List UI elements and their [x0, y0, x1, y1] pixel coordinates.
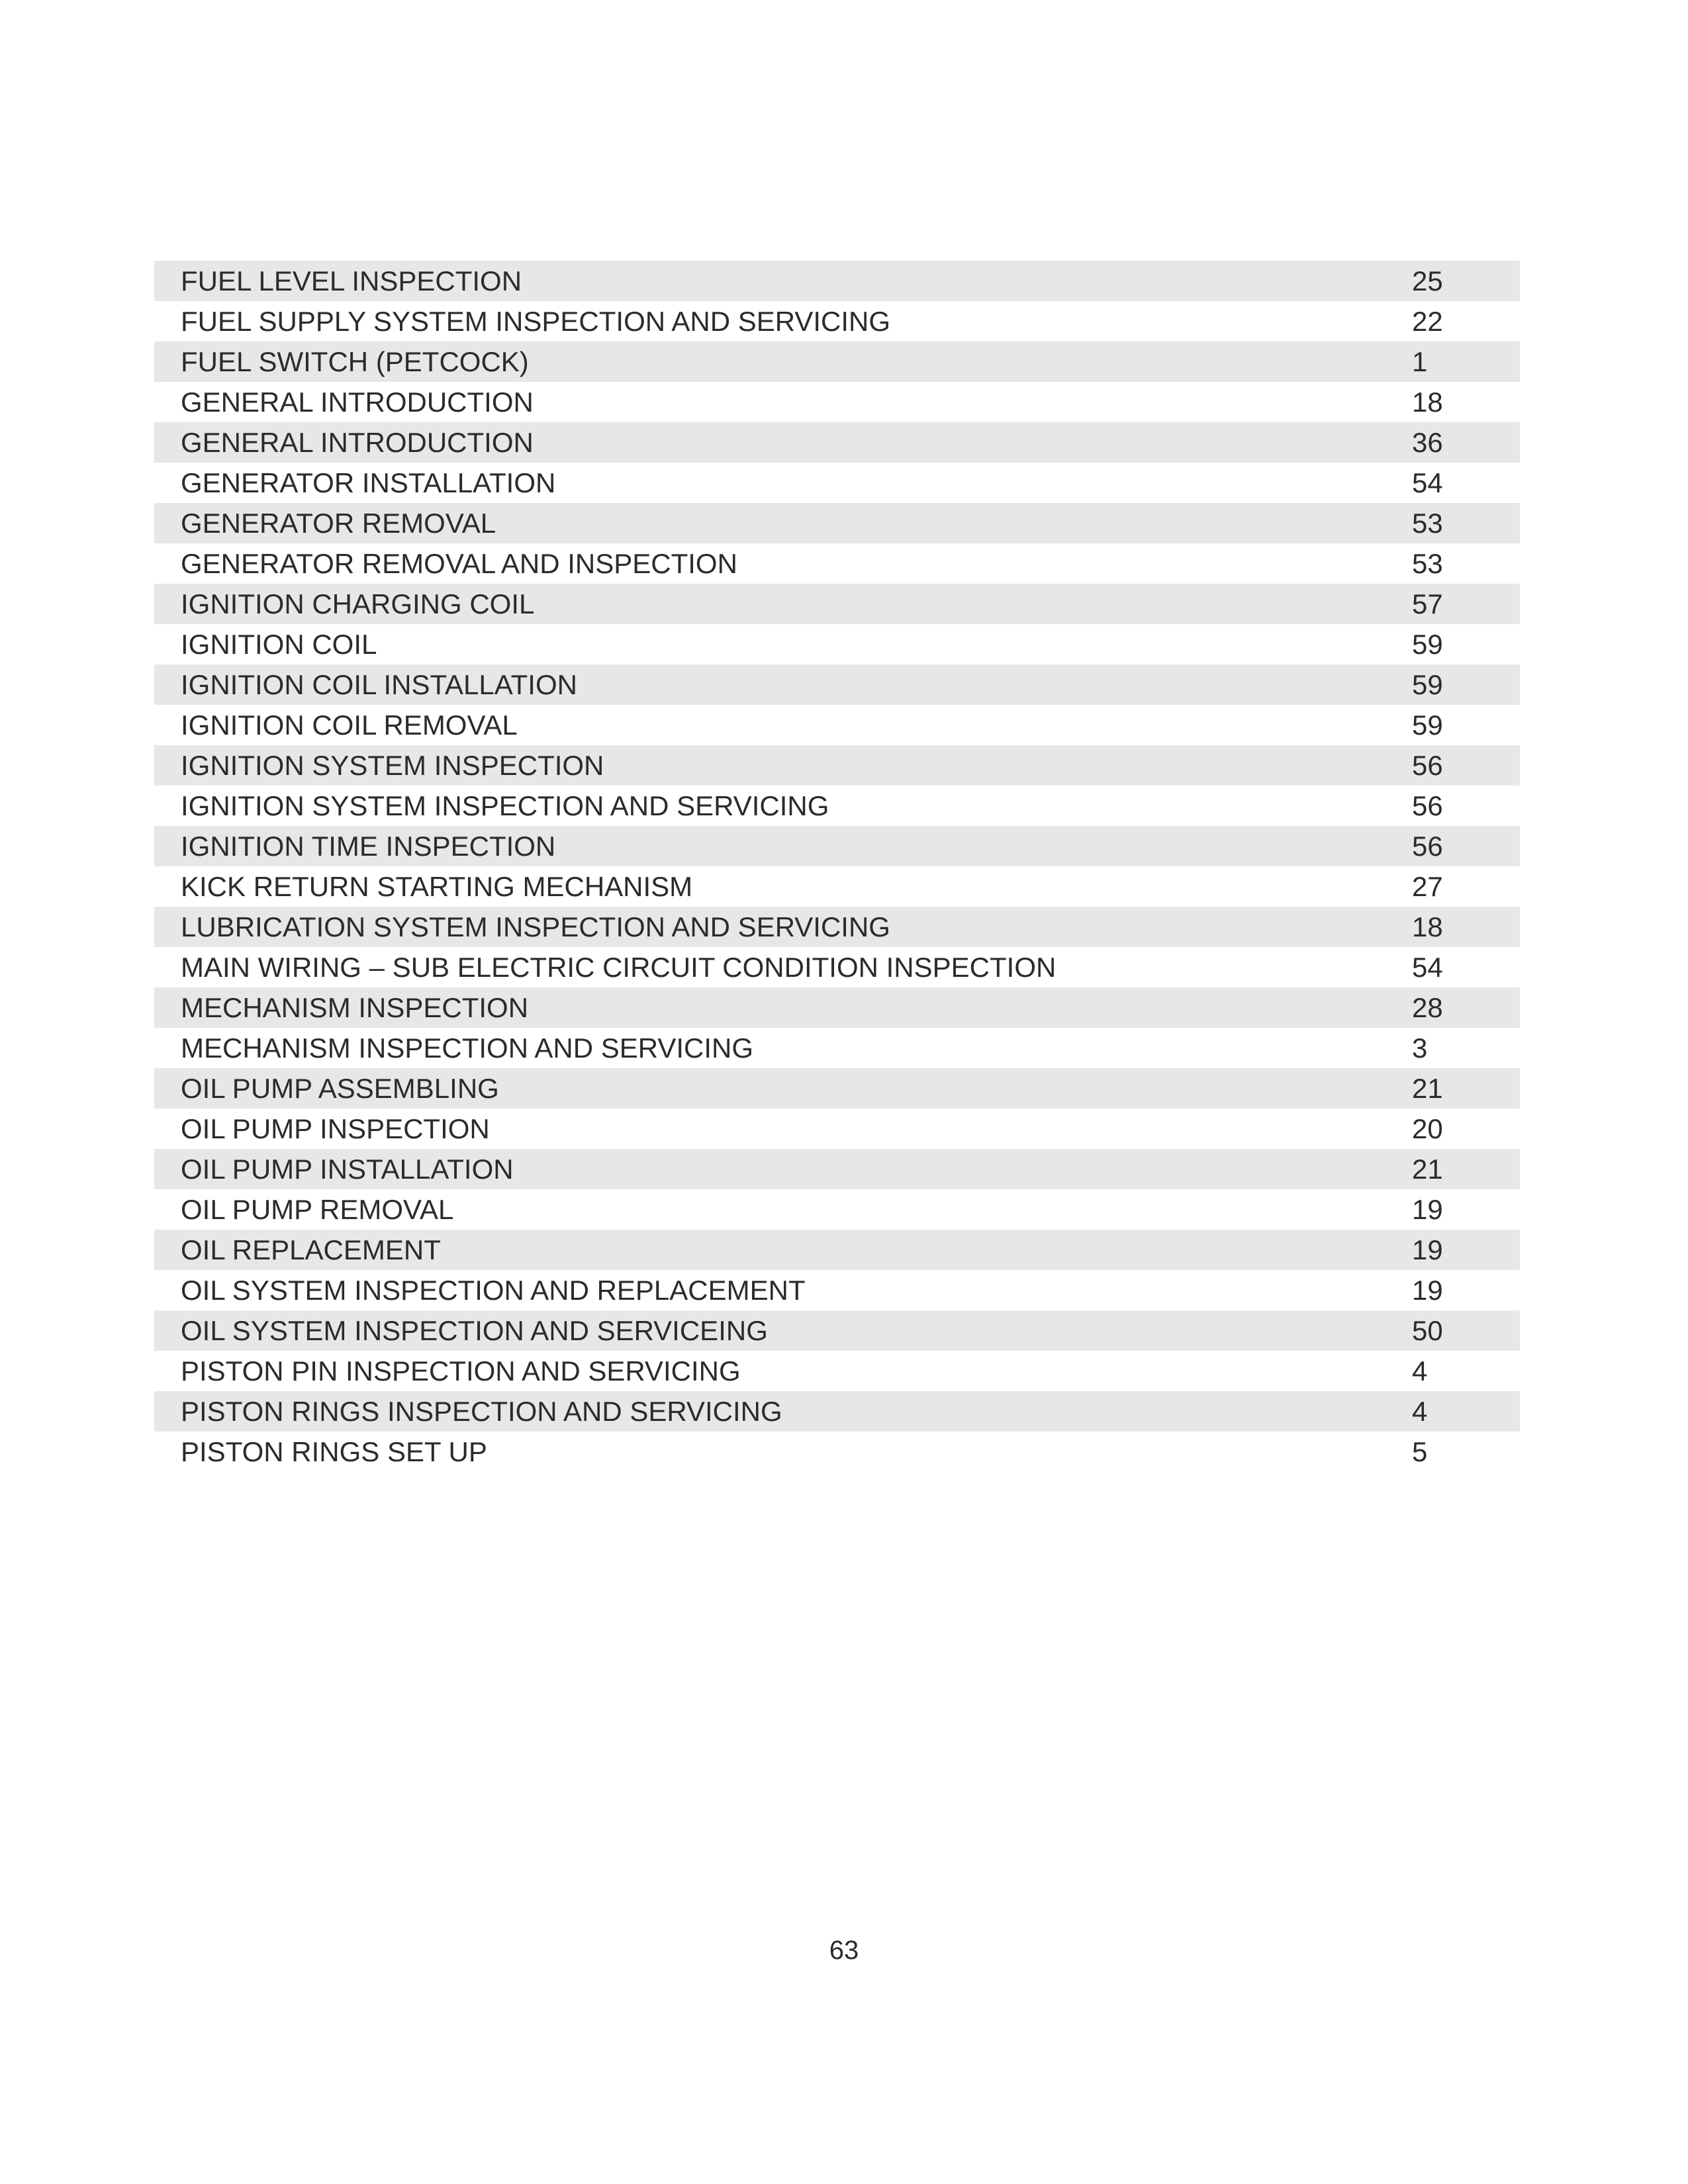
entry-page: 56: [1412, 750, 1443, 781]
entry-title: PISTON RINGS INSPECTION AND SERVICING: [181, 1396, 782, 1427]
entry-title: OIL REPLACEMENT: [181, 1234, 441, 1265]
entry-page: 53: [1412, 508, 1443, 539]
entry-title: LUBRICATION SYSTEM INSPECTION AND SERVICING: [181, 911, 890, 942]
entry-page: 36: [1412, 427, 1443, 458]
entry-title: IGNITION SYSTEM INSPECTION: [181, 750, 604, 781]
index-row: [154, 301, 1520, 341]
index-row: [154, 866, 1520, 907]
entry-page: 21: [1412, 1154, 1443, 1185]
index-row: [154, 261, 1520, 301]
entry-page: 50: [1412, 1315, 1443, 1346]
entry-page: 54: [1412, 952, 1443, 983]
entry-title: MECHANISM INSPECTION: [181, 992, 529, 1023]
index-row: [154, 382, 1520, 422]
index-row: [154, 1068, 1520, 1109]
entry-page: 1: [1412, 346, 1428, 377]
index-row: [154, 341, 1520, 382]
index-row: [154, 826, 1520, 866]
entry-title: FUEL SWITCH (PETCOCK): [181, 346, 529, 377]
index-row: [154, 422, 1520, 463]
entry-page: 19: [1412, 1234, 1443, 1265]
entry-title: GENERATOR INSTALLATION: [181, 467, 556, 498]
index-row: [154, 745, 1520, 786]
entry-title: IGNITION COIL: [181, 629, 377, 660]
entry-page: 25: [1412, 265, 1443, 296]
entry-title: OIL PUMP INSPECTION: [181, 1113, 490, 1144]
entry-page: 59: [1412, 709, 1443, 741]
entry-page: 19: [1412, 1275, 1443, 1306]
entry-title: KICK RETURN STARTING MECHANISM: [181, 871, 693, 902]
entry-page: 4: [1412, 1355, 1428, 1387]
entry-title: OIL SYSTEM INSPECTION AND REPLACEMENT: [181, 1275, 806, 1306]
entry-page: 21: [1412, 1073, 1443, 1104]
index-row: [154, 907, 1520, 947]
entry-page: 56: [1412, 831, 1443, 862]
index-row: [154, 1270, 1520, 1310]
index-row: [154, 1432, 1520, 1472]
entry-title: PISTON RINGS SET UP: [181, 1436, 487, 1467]
entry-page: 20: [1412, 1113, 1443, 1144]
entry-title: FUEL LEVEL INSPECTION: [181, 265, 522, 296]
index-row: [154, 705, 1520, 745]
index-row: [154, 543, 1520, 584]
entry-title: OIL PUMP ASSEMBLING: [181, 1073, 499, 1104]
entry-page: 59: [1412, 669, 1443, 700]
entry-page: 4: [1412, 1396, 1428, 1427]
entry-page: 18: [1412, 911, 1443, 942]
entry-page: 53: [1412, 548, 1443, 579]
entry-page: 19: [1412, 1194, 1443, 1225]
entry-title: OIL PUMP REMOVAL: [181, 1194, 454, 1225]
entry-page: 22: [1412, 306, 1443, 337]
entry-title: FUEL SUPPLY SYSTEM INSPECTION AND SERVICING: [181, 306, 891, 337]
entry-page: 28: [1412, 992, 1443, 1023]
entry-title: OIL PUMP INSTALLATION: [181, 1154, 514, 1185]
entry-title: IGNITION TIME INSPECTION: [181, 831, 556, 862]
index-row: [154, 664, 1520, 705]
index-list: [154, 261, 1520, 1472]
entry-page: 5: [1412, 1436, 1428, 1467]
index-row: [154, 1028, 1520, 1068]
index-row: [154, 947, 1520, 987]
entry-title: PISTON PIN INSPECTION AND SERVICING: [181, 1355, 741, 1387]
entry-title: GENERATOR REMOVAL: [181, 508, 496, 539]
index-row: [154, 503, 1520, 543]
entry-page: 54: [1412, 467, 1443, 498]
index-row: [154, 463, 1520, 503]
entry-title: GENERAL INTRODUCTION: [181, 427, 534, 458]
index-row: [154, 1230, 1520, 1270]
entry-page: 59: [1412, 629, 1443, 660]
index-row: [154, 786, 1520, 826]
entry-page: 57: [1412, 588, 1443, 619]
page-number: 63: [829, 1936, 859, 1965]
entry-title: IGNITION SYSTEM INSPECTION AND SERVICING: [181, 790, 829, 821]
index-row: [154, 1149, 1520, 1189]
index-row: [154, 584, 1520, 624]
entry-title: MECHANISM INSPECTION AND SERVICING: [181, 1032, 754, 1064]
index-row: [154, 1351, 1520, 1391]
index-row: [154, 1109, 1520, 1149]
index-row: [154, 987, 1520, 1028]
entry-title: OIL SYSTEM INSPECTION AND SERVICEING: [181, 1315, 768, 1346]
entry-title: MAIN WIRING – SUB ELECTRIC CIRCUIT CONDITION INSPECTION: [181, 952, 1056, 983]
entry-title: GENERATOR REMOVAL AND INSPECTION: [181, 548, 737, 579]
entry-title: IGNITION COIL REMOVAL: [181, 709, 518, 741]
entry-page: 3: [1412, 1032, 1428, 1064]
entry-page: 18: [1412, 387, 1443, 418]
index-row: [154, 1189, 1520, 1230]
entry-page: 27: [1412, 871, 1443, 902]
index-row: [154, 1391, 1520, 1432]
entry-title: IGNITION COIL INSTALLATION: [181, 669, 577, 700]
entry-title: IGNITION CHARGING COIL: [181, 588, 535, 619]
entry-title: GENERAL INTRODUCTION: [181, 387, 534, 418]
index-row: [154, 624, 1520, 664]
entry-page: 56: [1412, 790, 1443, 821]
index-row: [154, 1310, 1520, 1351]
